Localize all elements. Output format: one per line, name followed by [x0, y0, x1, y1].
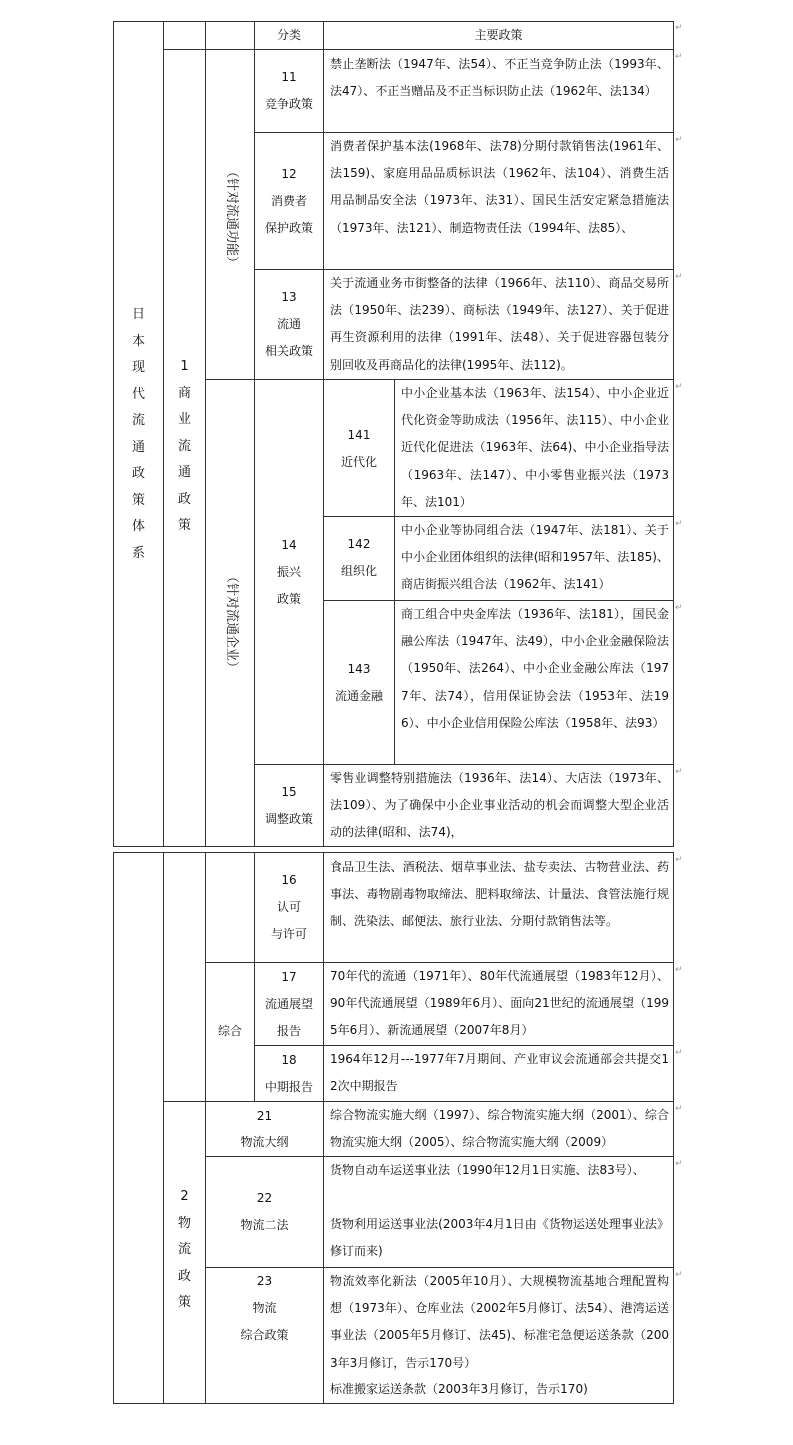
header-category: 分类	[276, 28, 301, 42]
row-141-name: 近代化	[340, 455, 377, 469]
row-end-mark: ↵	[675, 1270, 683, 1280]
row-18-category-cell	[254, 1045, 324, 1102]
row-17-policy: 70年代的流通（1971年）、80年代流通展望（1983年12月）、90年代流通展望（1989年6月）、面向21世纪的流通展望（1995年6月）、新流通展望（2007年8月）	[330, 969, 669, 1038]
row-23-number: 23	[256, 1274, 273, 1288]
logistics-label	[164, 1184, 205, 1317]
row-12-name-line1: 消费者	[270, 194, 307, 208]
system-label-char: 代	[131, 386, 145, 402]
row-15-category-cell	[254, 764, 324, 847]
row-23-policy-part1: 物流效率化新法（2005年10月）、大规模物流基地合理配置构想（1973年）、仓库业法（2002年5月修订、法54）、港湾运送事业法（2005年5月修订、法45)、标准宅急便运送条款（2003年3月修订，告示170号）	[330, 1274, 669, 1370]
row-12-name-line2: 保护政策	[264, 221, 313, 235]
row-16-number: 16	[281, 873, 297, 887]
commerce-label-char: 通	[177, 465, 191, 480]
row-23-name-line2: 综合政策	[240, 1328, 289, 1342]
row-12-number: 12	[281, 167, 297, 181]
row-12-policy-cell	[323, 132, 674, 270]
row-end-mark: ↵	[675, 965, 683, 975]
row-22-policy-part1: 货物自动车运送事业法（1990年12月1日实施、法83号）、	[330, 1163, 645, 1177]
row-end-mark: ↵	[675, 1048, 683, 1058]
system-label-cell-continued	[113, 852, 164, 1404]
row-17-policy-cell	[323, 962, 674, 1046]
row-13-policy: 关于流通业务市街整备的法律（1966年、法110）、商品交易所法（1950年、法239）、商标法（1949年、法127）、关于促进再生资源利用的法律（1991年、法48）、关于促进容器包装分别回收及再商品化的法律(1995年、法112)。	[330, 276, 669, 372]
row-16-policy: 食品卫生法、酒税法、烟草事业法、盐专卖法、古物营业法、药事法、毒物剧毒物取缔法、肥料取缔法、计量法、食管法施行规制、洗染法、邮便法、旅行业法、分期付款销售法等。	[330, 860, 669, 929]
row-17-name-line1: 流通展望	[264, 997, 313, 1011]
row-end-mark: ↵	[675, 1104, 683, 1114]
system-label-char: 现	[131, 360, 145, 375]
row-21-category-cell	[205, 1101, 324, 1157]
row-143-policy-cell	[394, 600, 674, 765]
row-18-policy: 1964年12月---1977年7月期间、产业审议会流通部会共提交12次中期报告	[330, 1052, 669, 1094]
row-143-name: 流通金融	[334, 689, 383, 703]
row-22-policy-part2: 货物利用运送事业法(2003年4月1日由《货物运送处理事业法》修订而来)	[330, 1217, 669, 1259]
row-141-policy-cell	[394, 379, 674, 517]
system-label-char: 策	[131, 492, 145, 508]
row-15-name: 调整政策	[264, 812, 313, 826]
row-21-policy: 综合物流实施大纲（1997）、综合物流实施大纲（2001）、综合物流实施大纲（2005）、综合物流实施大纲（2009）	[330, 1108, 669, 1150]
row-21-name: 物流大纲	[240, 1135, 289, 1149]
row-22-category-cell	[205, 1156, 324, 1268]
row-142-policy-cell	[394, 516, 674, 601]
row-142-policy: 中小企业等协同组合法（1947年、法181）、关于中小企业团体组织的法律(昭和1957年、法185)、商店街振兴组合法（1962年、法141）	[401, 523, 669, 592]
row-13-category-cell	[254, 269, 324, 380]
row-11-category-cell	[254, 49, 324, 133]
row-141-category-cell	[323, 379, 395, 517]
row-18-number: 18	[281, 1053, 297, 1067]
row-15-policy: 零售业调整特别措施法（1936年、法14）、大店法（1973年、法109）、为了确保中小企业事业活动的机会而调整大型企业活动的法律(昭和、法74)，	[330, 771, 669, 840]
header-empty-cell	[163, 21, 206, 50]
header-empty-cell	[205, 21, 255, 50]
system-label-char: 日	[131, 307, 145, 322]
logistics-label-char: 2	[180, 1189, 189, 1204]
row-end-mark: ↵	[675, 1159, 683, 1169]
row-21-policy-cell	[323, 1101, 674, 1157]
system-label-char: 通	[131, 439, 145, 455]
row-17-category-cell	[254, 962, 324, 1046]
system-label-cell	[113, 21, 164, 847]
row-22-policy-cell	[323, 1156, 674, 1268]
logistics-label-char: 政	[177, 1268, 191, 1284]
row-141-policy: 中小企业基本法（1963年、法154）、中小企业近代化资金等助成法（1956年、法115）、中小企业近代化促进法（1963年、法64)、中小企业指导法（1963年、法147）、中小零售业振兴法（1973年、法101）	[401, 386, 669, 509]
system-label	[114, 302, 163, 567]
row-15-number: 15	[281, 785, 297, 799]
system-label-char: 本	[131, 333, 145, 349]
row-end-mark: ↵	[675, 767, 683, 777]
row-18-policy-cell	[323, 1045, 674, 1102]
row-end-mark: ↵	[675, 135, 683, 145]
row-16-policy-cell	[323, 852, 674, 963]
row-18-name: 中期报告	[264, 1080, 313, 1094]
row-11-number: 11	[281, 70, 297, 84]
row-143-number: 143	[347, 662, 371, 676]
row-14-number: 14	[281, 538, 297, 552]
logistics-label-cell	[163, 1101, 206, 1404]
row-13-name-line1: 流通	[276, 317, 301, 331]
row-16-name-line1: 认可	[276, 900, 301, 914]
function-group-label: （针对流通功能）	[224, 164, 239, 269]
row-142-category-cell	[323, 516, 395, 601]
row-end-mark: ↵	[675, 603, 683, 613]
row-end-mark: ↵	[675, 52, 683, 62]
row-12-category-cell	[254, 132, 324, 270]
row-15-policy-cell	[323, 764, 674, 847]
row-143-policy: 商工组合中央金库法（1936年、法181），国民金融公库法（1947年、法49），中小企业金融保险法（1950年、法264）、中小企业金融公库法（1977年、法74），信用保证协会法（1953年、法196）、中小企业信用保险公库法（1958年、法93）	[401, 607, 669, 730]
row-11-policy: 禁止垄断法（1947年、法54）、不正当竞争防止法（1993年、法47）、不正当赠品及不正当标识防止法（1962年、法134）	[330, 57, 669, 99]
header-category-cell	[254, 21, 324, 50]
row-23-policy-part2: 标准搬家运送条款（2003年3月修订，告示170)	[330, 1382, 588, 1396]
row-end-mark: ↵	[675, 23, 683, 33]
row-141-number: 141	[347, 428, 371, 442]
row-16-category-cell	[254, 852, 324, 963]
row-13-number: 13	[281, 290, 297, 304]
commerce-label-char: 商	[177, 385, 191, 401]
comprehensive-label: 综合	[217, 1024, 242, 1038]
commerce-label-cell	[163, 49, 206, 847]
row-23-name-line1: 物流	[252, 1301, 277, 1315]
row-21-number: 21	[256, 1109, 273, 1123]
commerce-label-char: 政	[177, 491, 191, 507]
row-13-name-line2: 相关政策	[264, 344, 313, 358]
row-14-name-line1: 振兴	[276, 565, 301, 579]
commerce-label-cell-continued	[163, 852, 206, 1102]
row-11-policy-cell	[323, 49, 674, 133]
row-142-number: 142	[347, 537, 371, 551]
row-12-policy: 消费者保护基本法(1968年、法78)分期付款销售法(1961年、法159)、家庭用品品质标识法（1962年、法104）、消费生活用品制品安全法（1973年、法31）、国民生活安定紧急措施法（1973年、法121）、制造物责任法（1994年、法85）、	[330, 139, 669, 235]
row-23-category-cell	[205, 1267, 324, 1404]
enterprise-group-label: （针对流通企业）	[224, 569, 239, 674]
commerce-label	[164, 354, 205, 540]
logistics-label-char: 流	[177, 1242, 191, 1257]
row-16-name-line2: 与许可	[270, 927, 307, 941]
row-142-name: 组织化	[340, 564, 377, 578]
comprehensive-group-cell	[205, 962, 255, 1102]
row-14-name-line2: 政策	[276, 592, 301, 606]
commerce-label-char: 流	[177, 438, 191, 454]
row-end-mark: ↵	[675, 382, 683, 392]
logistics-label-char: 策	[177, 1295, 191, 1310]
row-17-name-line2: 报告	[276, 1024, 301, 1038]
row-22-name: 物流二法	[240, 1218, 289, 1232]
row-17-number: 17	[281, 970, 297, 984]
row-11-name: 竞争政策	[264, 97, 313, 111]
row-end-mark: ↵	[675, 855, 683, 865]
commerce-label-char: 策	[177, 518, 191, 533]
system-label-char: 流	[131, 413, 145, 428]
system-label-char: 政	[131, 466, 145, 481]
header-policy-cell	[323, 21, 674, 50]
permit-group-cell	[205, 852, 255, 963]
commerce-label-char: 1	[180, 359, 189, 374]
row-end-mark: ↵	[675, 519, 683, 529]
row-23-policy-cell	[323, 1267, 674, 1404]
system-label-char: 体	[131, 519, 145, 534]
function-group-cell	[205, 49, 255, 380]
header-policy: 主要政策	[474, 28, 523, 42]
row-14-category-cell	[254, 379, 324, 765]
commerce-label-char: 业	[177, 412, 191, 427]
logistics-label-char: 物	[177, 1215, 191, 1231]
enterprise-group-cell	[205, 379, 255, 847]
row-143-category-cell	[323, 600, 395, 765]
system-label-char: 系	[131, 545, 145, 561]
row-13-policy-cell	[323, 269, 674, 380]
row-end-mark: ↵	[675, 272, 683, 282]
row-22-number: 22	[256, 1191, 273, 1205]
